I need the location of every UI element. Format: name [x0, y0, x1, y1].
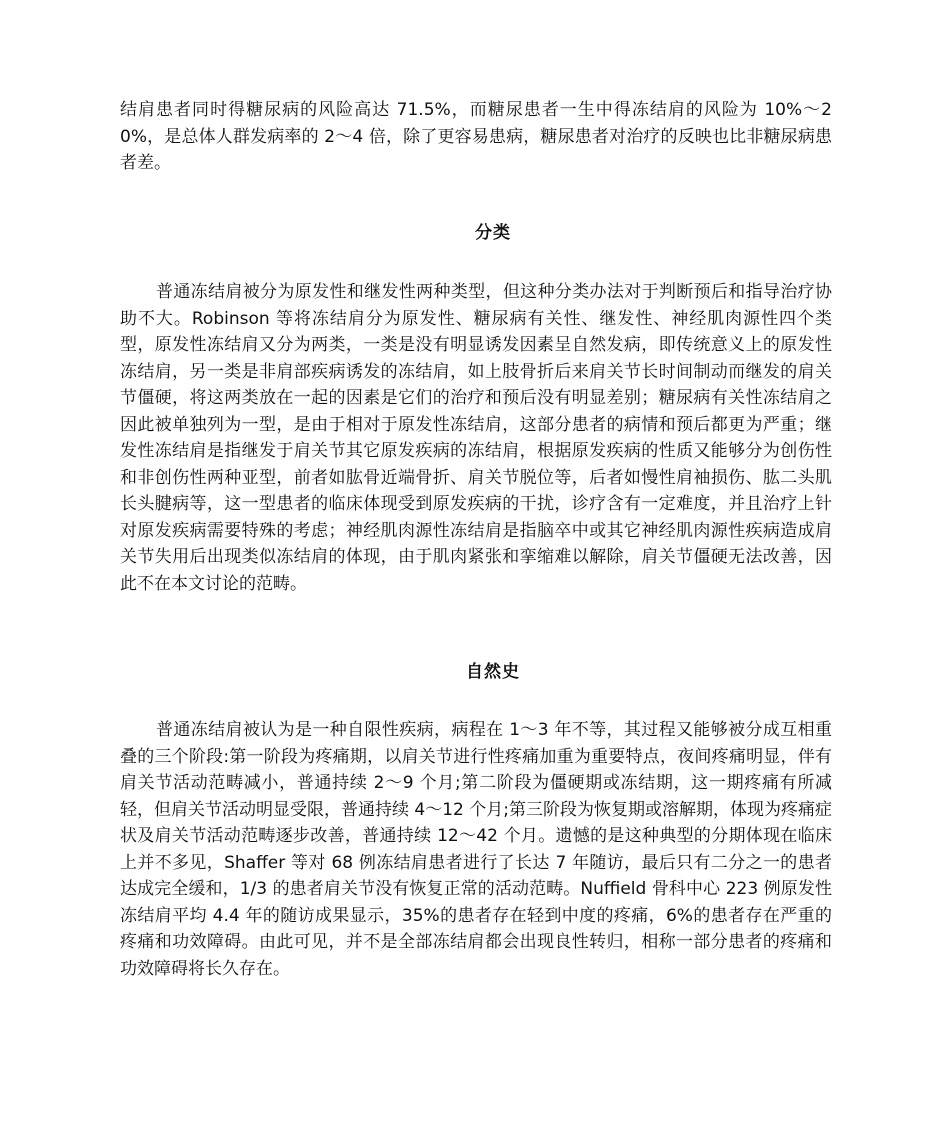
- classification-paragraph: 普通冻结肩被分为原发性和继发性两种类型，但这种分类办法对于判断预后和指导治疗协助不大。Robinson 等将冻结肩分为原发性、糖尿病有关性、继发性、神经肌肉源性四个类型，原发性冻结肩又分为两类，一类是没有明显诱发因素呈自然发病，即传统意义上的原发性冻结肩，另一类是非肩部疾病诱发的冻结肩，如上肢骨折后来肩关节长时间制动而继发的肩关节僵硬，将这两类放在一起的因素是它们的治疗和预后没有明显差别；糖尿病有关性冻结肩之因此被单独列为一型，是由于相对于原发性冻结肩，这部分患者的病情和预后都更为严重；继发性冻结肩是指继发于肩关节其它原发疾病的冻结肩，根据原发疾病的性质又能够分为创伤性和非创伤性两种亚型，前者如肱骨近端骨折、肩关节脱位等，后者如慢性肩袖损伤、肱二头肌长头腱病等，这一型患者的临床体现受到原发疾病的干扰，诊疗含有一定难度，并且治疗上针对原发疾病需要特殊的考虑；神经肌肉源性冻结肩是指脑卒中或其它神经肌肉源性疾病造成肩关节失用后出现类似冻结肩的体现，由于肌肉紧张和挛缩难以解除，肩关节僵硬无法改善，因此不在本文讨论的范畴。: [120, 282, 832, 594]
- section-heading-natural-history: 自然史: [466, 662, 520, 682]
- intro-paragraph: 结肩患者同时得糖尿病的风险高达 71.5%，而糖尿患者一生中得冻结肩的风险为 10%～20%，是总体人群发病率的 2～4 倍，除了更容易患病，糖尿患者对治疗的反映也比非糖尿病患者差。: [120, 100, 832, 173]
- natural-history-paragraph: 普通冻结肩被认为是一种自限性疾病，病程在 1～3 年不等，其过程又能够被分成互相重叠的三个阶段:第一阶段为疼痛期，以肩关节进行性疼痛加重为重要特点，夜间疼痛明显，伴有肩关节活动范畴减小，普通持续 2～9 个月;第二阶段为僵硬期或冻结期，这一期疼痛有所减轻，但肩关节活动明显受限，普通持续 4～12 个月;第三阶段为恢复期或溶解期，体现为疼痛症状及肩关节活动范畴逐步改善，普通持续 12～42 个月。遗憾的是这种典型的分期体现在临床上并不多见，Shaffer 等对 68 例冻结肩患者进行了长达 7 年随访，最后只有二分之一的患者达成完全缓和，1/3 的患者肩关节没有恢复正常的活动范畴。Nuffield 骨科中心 223 例原发性冻结肩平均 4.4 年的随访成果显示，35%的患者存在轻到中度的疼痛，6%的患者存在严重的疼痛和功效障碍。由此可见，并不是全部冻结肩都会出现良性转归，相称一部分患者的疼痛和功效障碍将长久存在。: [120, 720, 832, 979]
- section-heading-classification: 分类: [475, 223, 511, 243]
